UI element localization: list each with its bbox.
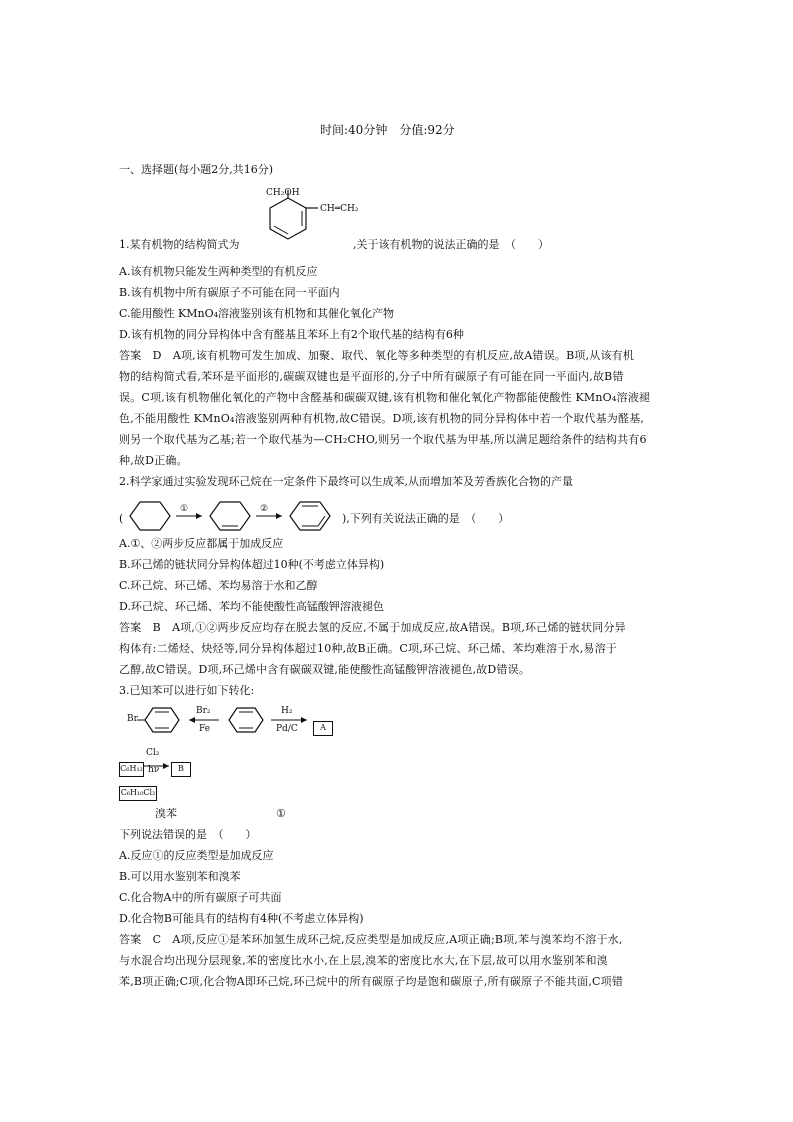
q3-answer-line: 与水混合均出现分层现象,苯的密度比水小,在上层,溴苯的密度比水大,在下层,故可以用水鉴别苯和溴 <box>119 954 608 967</box>
q3-reagent1-top: Br₂ <box>196 706 211 716</box>
q1-stem: 1.某有机物的结构简式为 <box>119 238 240 251</box>
q3-option-d: D.化合物B可能具有的结构有4种(不考虑立体异构) <box>119 912 364 925</box>
q3-reagent1-bottom: Fe <box>199 724 211 734</box>
q3-option-c: C.化合物A中的所有碳原子可共面 <box>119 891 282 904</box>
q1-option-b: B.该有机物中所有碳原子不可能在同一平面内 <box>119 286 340 299</box>
q2-reaction-scheme <box>126 496 341 536</box>
q1-answer-line: 误。C项,该有机物催化氧化的产物中含醛基和碳碳双键,该有机物和催化氧化产物都能使酸性 KMnO₄溶液褪 <box>119 391 651 404</box>
q2-answer-line: 乙醇,故C错误。D项,环己烯中含有碳碳双键,能使酸性高锰酸钾溶液褪色,故D错误。 <box>119 663 531 676</box>
q1-answer-line: 答案 D A项,该有机物可发生加成、加聚、取代、氧化等多种类型的有机反应,故A错误。B项,从该有机 <box>119 349 635 362</box>
q1-answer-line: 种,故D正确。 <box>119 454 188 467</box>
q3-answer-line: 答案 C A项,反应①是苯环加氢生成环己烷,反应类型是加成反应,A项正确;B项,苯与溴苯均不溶于水, <box>119 933 623 946</box>
q1-option-d: D.该有机物的同分异构体中含有醛基且苯环上有2个取代基的结构有6种 <box>119 328 464 341</box>
q3-reagent3-bottom: hν <box>148 765 160 775</box>
q3-stem: 3.已知苯可以进行如下转化: <box>119 684 255 697</box>
q2-paren-open: ( <box>119 512 124 525</box>
q3-box-b: B <box>171 762 191 777</box>
section-title: 一、选择题(每小题2分,共16分) <box>119 163 274 176</box>
q3-box-c6h12: C₆H₁₂ <box>119 762 144 777</box>
q2-option-c: C.环己烷、环己烯、苯均易溶于水和乙醇 <box>119 579 318 592</box>
q2-answer-line: 答案 B A项,①②两步反应均存在脱去氢的反应,不属于加成反应,故A错误。B项,环己烯的链状同分异 <box>119 621 626 634</box>
q3-answer-line: 苯,B项正确;C项,化合物A即环己烷,环己烷中的所有碳原子均是饱和碳原子,所有碳原子不能共面,C项错 <box>119 975 624 988</box>
q2-option-b: B.环己烯的链状同分异构体超过10种(不考虑立体异构) <box>119 558 385 571</box>
q1-vinyl-label: CH═CH₂ <box>320 204 359 214</box>
q3-bromobenzene-label: 溴苯 <box>155 807 177 820</box>
q1-option-c: C.能用酸性 KMnO₄溶液鉴别该有机物和其催化氧化产物 <box>119 307 395 320</box>
q2-answer-line: 构体有:二烯烃、炔烃等,同分异构体超过10种,故B正确。C项,环己烷、环己烯、苯均难溶于水,易溶于 <box>119 642 617 655</box>
q1-answer-line: 则另一个取代基为乙基;若一个取代基为—CH₂CHO,则另一个取代基为甲基,所以满足题给条件的结构共有6 <box>119 433 647 446</box>
q3-option-a: A.反应①的反应类型是加成反应 <box>119 849 274 862</box>
q3-reagent3-top: Cl₂ <box>146 748 160 758</box>
q3-option-b: B.可以用水鉴别苯和溴苯 <box>119 870 241 883</box>
q2-stem-tail: ),下列有关说法正确的是 （ ） <box>342 512 510 525</box>
q2-option-d: D.环己烷、环己烯、苯均不能使酸性高锰酸钾溶液褪色 <box>119 600 384 613</box>
q2-step2-label: ② <box>260 504 269 514</box>
q1-option-a: A.该有机物只能发生两种类型的有机反应 <box>119 265 318 278</box>
q3-reaction1-label: ① <box>276 807 286 820</box>
q2-step1-label: ① <box>180 504 189 514</box>
q1-ch2oh-label: CH₂OH <box>266 188 300 198</box>
q3-reagent2-bottom: Pd/C <box>276 724 298 734</box>
q3-br-label: Br <box>127 714 138 724</box>
page-header: 时间:40分钟 分值:92分 <box>320 123 455 137</box>
q2-option-a: A.①、②两步反应都属于加成反应 <box>119 537 284 550</box>
q3-question: 下列说法错误的是 （ ） <box>119 828 257 841</box>
q1-answer-line: 物的结构简式看,苯环是平面形的,碳碳双键也是平面形的,分子中所有碳原子有可能在同一平面内,故B错 <box>119 370 624 383</box>
q1-answer-line: 色,不能用酸性 KMnO₄溶液鉴别两种有机物,故C错误。D项,该有机物的同分异构体中若一个取代基为醛基, <box>119 412 645 425</box>
q1-stem-tail: ,关于该有机物的说法正确的是 （ ） <box>353 238 549 251</box>
q3-box-c6h10cl2: C₆H₁₀Cl₂ <box>119 786 157 801</box>
q3-box-a: A <box>313 721 333 736</box>
q3-reagent2-top: H₂ <box>281 706 293 716</box>
q2-stem: 2.科学家通过实验发现环己烷在一定条件下最终可以生成苯,从而增加苯及芳香族化合物的产量 <box>119 475 573 488</box>
